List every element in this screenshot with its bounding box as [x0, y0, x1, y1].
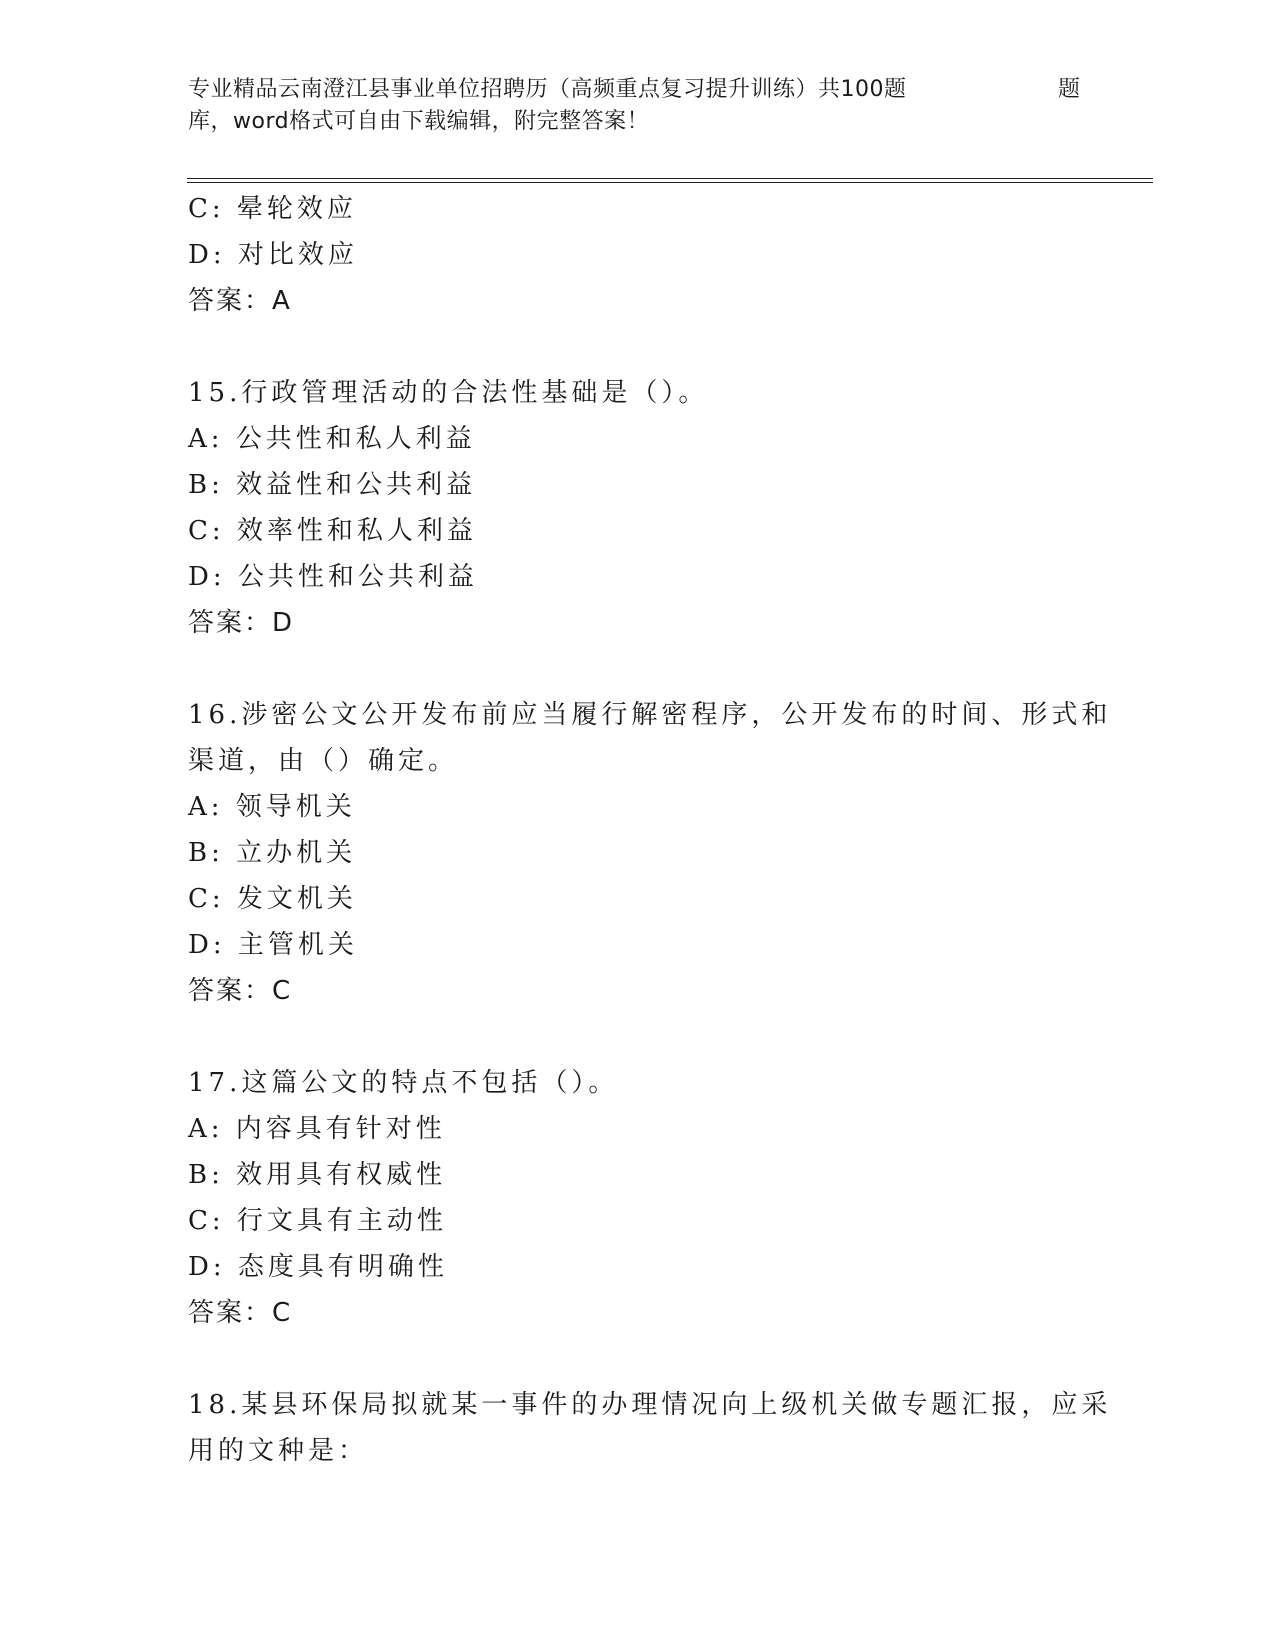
- q18-question-line-1: 18.某县环保局拟就某一事件的办理情况向上级机关做专题汇报，应采: [188, 1390, 1112, 1420]
- q18-question-line-2: 用的文种是：: [188, 1436, 369, 1466]
- header-line-2: 库，word格式可自由下载编辑，附完整答案！: [188, 109, 650, 134]
- q15-option-d: D: 公共性和公共利益: [188, 562, 478, 592]
- header-line-1: [188, 74, 1088, 106]
- q16-option-b: B: 立办机关: [188, 838, 357, 868]
- q16-option-a: A: 领导机关: [188, 792, 356, 822]
- q16-question-line-1: 16.涉密公文公开发布前应当履行解密程序，公开发布的时间、形式和: [188, 700, 1112, 730]
- q15-option-b: B: 效益性和公共利益: [188, 470, 477, 500]
- header-divider-top: [187, 178, 1153, 179]
- q17-question: 17.这篇公文的特点不包括（）。: [188, 1068, 619, 1098]
- q16-question-line-2: 渠道，由（）确定。: [188, 746, 459, 776]
- q15-answer: 答案：D: [188, 608, 295, 638]
- q17-answer: 答案：C: [188, 1298, 293, 1328]
- q17-option-b: B: 效用具有权威性: [188, 1160, 447, 1190]
- q16-answer: 答案：C: [188, 976, 293, 1006]
- q17-option-a: A: 内容具有针对性: [188, 1114, 446, 1144]
- q16-option-c: C: 发文机关: [188, 884, 357, 914]
- header-title-text: 专业精品云南澄江县事业单位招聘历（高频重点复习提升训练）共100题: [188, 77, 907, 102]
- q15-option-a: A: 公共性和私人利益: [188, 424, 476, 454]
- q14-answer: 答案：A: [188, 286, 292, 316]
- q14-option-d: D: 对比效应: [188, 240, 358, 270]
- q16-option-d: D: 主管机关: [188, 930, 358, 960]
- q17-option-d: D: 态度具有明确性: [188, 1252, 448, 1282]
- header-title-tail: 题: [1058, 77, 1081, 102]
- document-header: [188, 74, 1088, 138]
- q17-option-c: C: 行文具有主动性: [188, 1206, 447, 1236]
- q15-option-c: C: 效率性和私人利益: [188, 516, 477, 546]
- q14-option-c: C: 晕轮效应: [188, 194, 357, 224]
- q15-question: 15.行政管理活动的合法性基础是（）。: [188, 378, 709, 408]
- header-divider-bottom: [187, 182, 1153, 183]
